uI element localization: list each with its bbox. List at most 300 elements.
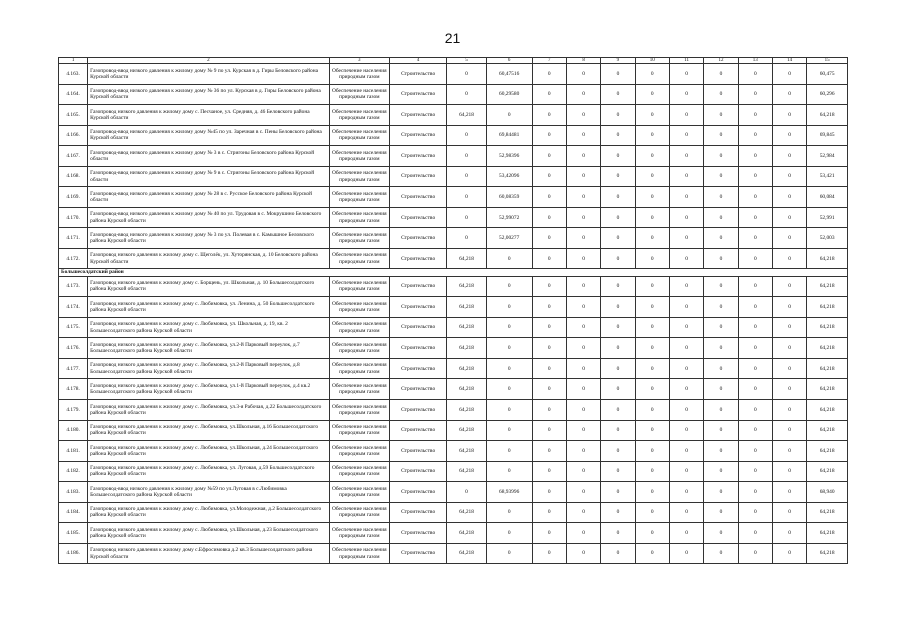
cell-mode: Строительство <box>389 317 446 338</box>
cell-c14: 0 <box>772 420 806 441</box>
table-row <box>59 125 848 146</box>
cell-c11: 0 <box>669 166 703 187</box>
column-number-11: 11 <box>669 58 703 64</box>
cell-c9: 0 <box>601 207 635 228</box>
cell-c14: 0 <box>772 379 806 400</box>
cell-mode: Строительство <box>389 84 446 105</box>
cell-c11: 0 <box>669 248 703 269</box>
cell-c11: 0 <box>669 399 703 420</box>
table-row <box>59 420 848 441</box>
cell-c14: 0 <box>772 64 806 85</box>
cell-num: 4.174. <box>59 297 88 318</box>
cell-num: 4.180. <box>59 420 88 441</box>
cell-c13: 0 <box>738 187 772 208</box>
cell-c6: 0 <box>486 441 532 462</box>
cell-c10: 0 <box>635 84 669 105</box>
cell-c12: 0 <box>704 297 738 318</box>
cell-c15: 68,940 <box>807 482 848 503</box>
cell-c10: 0 <box>635 248 669 269</box>
cell-num: 4.169. <box>59 187 88 208</box>
cell-mode: Строительство <box>389 523 446 544</box>
cell-c13: 0 <box>738 358 772 379</box>
cell-c12: 0 <box>704 125 738 146</box>
cell-num: 4.170. <box>59 207 88 228</box>
cell-c15: 60,084 <box>807 187 848 208</box>
cell-desc: Газопровод низкого давления к жилому дому с. Любимовка, ул.2-й Парковый переулок, д.7 Большесолдатского района Курской области <box>88 338 329 359</box>
cell-c9: 0 <box>601 64 635 85</box>
cell-c14: 0 <box>772 105 806 126</box>
cell-c12: 0 <box>704 248 738 269</box>
cell-c8: 0 <box>566 187 600 208</box>
cell-c9: 0 <box>601 166 635 187</box>
cell-desc: Газопровод низкого давления к жилому дому с. Любимовка, ул. Ленина, д. 50 Большесолдатского района Курской области <box>88 297 329 318</box>
cell-c6: 0 <box>486 338 532 359</box>
table-row <box>59 146 848 167</box>
column-number-5: 5 <box>447 58 487 64</box>
cell-c5: 0 <box>447 166 487 187</box>
cell-desc: Газопровод низкого давления к жилому дому с. Песчаное, ул. Средняя, д. 46 Беловского района Курской области <box>88 105 329 126</box>
table-row <box>59 276 848 297</box>
cell-mode: Строительство <box>389 276 446 297</box>
cell-c11: 0 <box>669 84 703 105</box>
cell-c14: 0 <box>772 317 806 338</box>
cell-c13: 0 <box>738 379 772 400</box>
cell-c10: 0 <box>635 317 669 338</box>
cell-c8: 0 <box>566 84 600 105</box>
cell-c15: 64,218 <box>807 338 848 359</box>
cell-purpose: Обеспечение населения природным газом <box>329 297 389 318</box>
cell-c12: 0 <box>704 228 738 249</box>
cell-c15: 64,218 <box>807 420 848 441</box>
cell-c6: 0 <box>486 248 532 269</box>
cell-c9: 0 <box>601 125 635 146</box>
cell-c13: 0 <box>738 276 772 297</box>
cell-c14: 0 <box>772 461 806 482</box>
cell-mode: Строительство <box>389 187 446 208</box>
cell-c9: 0 <box>601 543 635 564</box>
cell-c7: 0 <box>532 187 566 208</box>
cell-c8: 0 <box>566 461 600 482</box>
cell-c8: 0 <box>566 125 600 146</box>
cell-c8: 0 <box>566 379 600 400</box>
cell-c11: 0 <box>669 228 703 249</box>
cell-c8: 0 <box>566 358 600 379</box>
table-row <box>59 543 848 564</box>
cell-c15: 64,218 <box>807 543 848 564</box>
cell-c11: 0 <box>669 146 703 167</box>
cell-purpose: Обеспечение населения природным газом <box>329 276 389 297</box>
cell-c11: 0 <box>669 543 703 564</box>
cell-c8: 0 <box>566 228 600 249</box>
cell-c7: 0 <box>532 276 566 297</box>
cell-c13: 0 <box>738 297 772 318</box>
cell-mode: Строительство <box>389 105 446 126</box>
cell-c9: 0 <box>601 338 635 359</box>
cell-purpose: Обеспечение населения природным газом <box>329 207 389 228</box>
cell-mode: Строительство <box>389 358 446 379</box>
cell-desc: Газопровод низкого давления к жилому дому с. Любимовка, ул.Школьная, д.16 Большесолдатского района Курской области <box>88 420 329 441</box>
cell-num: 4.171. <box>59 228 88 249</box>
cell-c13: 0 <box>738 523 772 544</box>
cell-c14: 0 <box>772 543 806 564</box>
cell-c13: 0 <box>738 207 772 228</box>
column-number-1: 1 <box>59 58 88 64</box>
cell-c13: 0 <box>738 338 772 359</box>
cell-c8: 0 <box>566 276 600 297</box>
cell-purpose: Обеспечение населения природным газом <box>329 146 389 167</box>
cell-purpose: Обеспечение населения природным газом <box>329 187 389 208</box>
cell-c6: 0 <box>486 523 532 544</box>
cell-c15: 64,218 <box>807 317 848 338</box>
cell-c12: 0 <box>704 64 738 85</box>
cell-c9: 0 <box>601 523 635 544</box>
cell-mode: Строительство <box>389 248 446 269</box>
column-number-6: 6 <box>486 58 532 64</box>
cell-c13: 0 <box>738 125 772 146</box>
cell-c8: 0 <box>566 420 600 441</box>
cell-num: 4.165. <box>59 105 88 126</box>
cell-c5: 0 <box>447 125 487 146</box>
cell-mode: Строительство <box>389 379 446 400</box>
cell-c5: 64,218 <box>447 523 487 544</box>
cell-purpose: Обеспечение населения природным газом <box>329 248 389 269</box>
cell-c9: 0 <box>601 248 635 269</box>
column-number-13: 13 <box>738 58 772 64</box>
cell-desc: Газопровод низкого давления к жилому дому с. Любимовка, ул.2-й Парковый переулок, д.8 Большесолдатского района Курской области <box>88 358 329 379</box>
cell-c10: 0 <box>635 105 669 126</box>
cell-c6: 0 <box>486 379 532 400</box>
cell-c13: 0 <box>738 166 772 187</box>
cell-mode: Строительство <box>389 228 446 249</box>
cell-c13: 0 <box>738 543 772 564</box>
cell-num: 4.175. <box>59 317 88 338</box>
cell-c12: 0 <box>704 105 738 126</box>
cell-mode: Строительство <box>389 166 446 187</box>
cell-c7: 0 <box>532 399 566 420</box>
cell-c10: 0 <box>635 207 669 228</box>
cell-c6: 53,42096 <box>486 166 532 187</box>
cell-desc: Газопровод-ввод низкого давления к жилому дому № 40 по ул. Трудовая в с. Мокрушино Беловского района Курской области <box>88 207 329 228</box>
cell-c6: 68,93996 <box>486 482 532 503</box>
table-row <box>59 482 848 503</box>
cell-c5: 64,218 <box>447 317 487 338</box>
cell-num: 4.166. <box>59 125 88 146</box>
cell-c5: 64,218 <box>447 297 487 318</box>
cell-c10: 0 <box>635 379 669 400</box>
cell-c11: 0 <box>669 482 703 503</box>
cell-purpose: Обеспечение населения природным газом <box>329 441 389 462</box>
cell-c7: 0 <box>532 248 566 269</box>
cell-c10: 0 <box>635 523 669 544</box>
cell-c12: 0 <box>704 502 738 523</box>
cell-mode: Строительство <box>389 420 446 441</box>
table-row <box>59 228 848 249</box>
cell-purpose: Обеспечение населения природным газом <box>329 420 389 441</box>
table-row <box>59 64 848 85</box>
cell-mode: Строительство <box>389 207 446 228</box>
table-row <box>59 338 848 359</box>
cell-c12: 0 <box>704 317 738 338</box>
cell-c7: 0 <box>532 338 566 359</box>
table-row <box>59 379 848 400</box>
cell-num: 4.164. <box>59 84 88 105</box>
cell-c7: 0 <box>532 317 566 338</box>
table-row <box>59 399 848 420</box>
cell-c14: 0 <box>772 523 806 544</box>
cell-mode: Строительство <box>389 64 446 85</box>
cell-c7: 0 <box>532 297 566 318</box>
cell-mode: Строительство <box>389 543 446 564</box>
cell-c11: 0 <box>669 358 703 379</box>
cell-c13: 0 <box>738 105 772 126</box>
cell-c15: 52,003 <box>807 228 848 249</box>
cell-c7: 0 <box>532 358 566 379</box>
cell-c11: 0 <box>669 276 703 297</box>
cell-purpose: Обеспечение населения природным газом <box>329 358 389 379</box>
cell-c15: 64,218 <box>807 461 848 482</box>
cell-c14: 0 <box>772 146 806 167</box>
table-row <box>59 207 848 228</box>
cell-desc: Газопровод низкого давления к жилому дому с. Любимовка, ул.Школьная, д.23 Большесолдатского района Курской области <box>88 523 329 544</box>
cell-c10: 0 <box>635 146 669 167</box>
cell-c15: 53,421 <box>807 166 848 187</box>
cell-c7: 0 <box>532 207 566 228</box>
cell-c12: 0 <box>704 207 738 228</box>
table-row <box>59 248 848 269</box>
cell-c10: 0 <box>635 276 669 297</box>
cell-c12: 0 <box>704 276 738 297</box>
cell-c7: 0 <box>532 420 566 441</box>
cell-c12: 0 <box>704 461 738 482</box>
cell-purpose: Обеспечение населения природным газом <box>329 523 389 544</box>
cell-c5: 64,218 <box>447 276 487 297</box>
cell-num: 4.167. <box>59 146 88 167</box>
cell-c14: 0 <box>772 297 806 318</box>
cell-purpose: Обеспечение населения природным газом <box>329 228 389 249</box>
cell-c11: 0 <box>669 441 703 462</box>
cell-c8: 0 <box>566 64 600 85</box>
cell-purpose: Обеспечение населения природным газом <box>329 399 389 420</box>
cell-c13: 0 <box>738 441 772 462</box>
column-number-3: 3 <box>329 58 389 64</box>
cell-c5: 64,218 <box>447 248 487 269</box>
cell-mode: Строительство <box>389 461 446 482</box>
cell-num: 4.168. <box>59 166 88 187</box>
cell-c9: 0 <box>601 228 635 249</box>
cell-c9: 0 <box>601 187 635 208</box>
cell-c14: 0 <box>772 502 806 523</box>
cell-c10: 0 <box>635 64 669 85</box>
table-row <box>59 358 848 379</box>
column-number-4: 4 <box>389 58 446 64</box>
cell-c15: 69,845 <box>807 125 848 146</box>
cell-c8: 0 <box>566 441 600 462</box>
cell-c8: 0 <box>566 482 600 503</box>
cell-num: 4.178. <box>59 379 88 400</box>
cell-c13: 0 <box>738 317 772 338</box>
cell-c12: 0 <box>704 146 738 167</box>
cell-c10: 0 <box>635 228 669 249</box>
cell-purpose: Обеспечение населения природным газом <box>329 461 389 482</box>
cell-c7: 0 <box>532 84 566 105</box>
cell-purpose: Обеспечение населения природным газом <box>329 338 389 359</box>
cell-c13: 0 <box>738 228 772 249</box>
cell-c15: 64,218 <box>807 105 848 126</box>
cell-c7: 0 <box>532 228 566 249</box>
cell-desc: Газопровод-ввод низкого давления к жилому дому №45 по ул. Заречная в с. Пены Беловского района Курской области <box>88 125 329 146</box>
table-row <box>59 84 848 105</box>
cell-c12: 0 <box>704 399 738 420</box>
cell-c8: 0 <box>566 543 600 564</box>
cell-c9: 0 <box>601 297 635 318</box>
cell-c6: 0 <box>486 358 532 379</box>
cell-c8: 0 <box>566 207 600 228</box>
cell-c15: 52,984 <box>807 146 848 167</box>
cell-c11: 0 <box>669 461 703 482</box>
cell-c8: 0 <box>566 166 600 187</box>
cell-c5: 0 <box>447 482 487 503</box>
cell-c12: 0 <box>704 482 738 503</box>
cell-c15: 64,218 <box>807 441 848 462</box>
cell-c5: 64,218 <box>447 461 487 482</box>
cell-c5: 64,218 <box>447 379 487 400</box>
cell-c6: 69,84481 <box>486 125 532 146</box>
cell-num: 4.179. <box>59 399 88 420</box>
cell-num: 4.173. <box>59 276 88 297</box>
cell-c10: 0 <box>635 420 669 441</box>
cell-c8: 0 <box>566 317 600 338</box>
cell-purpose: Обеспечение населения природным газом <box>329 502 389 523</box>
cell-c15: 64,218 <box>807 276 848 297</box>
cell-desc: Газопровод низкого давления к жилому дому с. Любимовка, ул. Луговая, д.59 Большесолдатского района Курской области <box>88 461 329 482</box>
cell-purpose: Обеспечение населения природным газом <box>329 64 389 85</box>
table-row <box>59 461 848 482</box>
cell-num: 4.184. <box>59 502 88 523</box>
table-row <box>59 317 848 338</box>
cell-c6: 0 <box>486 399 532 420</box>
cell-c5: 0 <box>447 64 487 85</box>
cell-c9: 0 <box>601 84 635 105</box>
cell-purpose: Обеспечение населения природным газом <box>329 166 389 187</box>
cell-c9: 0 <box>601 358 635 379</box>
cell-c12: 0 <box>704 358 738 379</box>
table-row <box>59 441 848 462</box>
cell-c15: 64,218 <box>807 502 848 523</box>
cell-c14: 0 <box>772 228 806 249</box>
cell-c5: 0 <box>447 146 487 167</box>
cell-c9: 0 <box>601 276 635 297</box>
cell-c5: 0 <box>447 187 487 208</box>
cell-c9: 0 <box>601 146 635 167</box>
cell-c9: 0 <box>601 502 635 523</box>
cell-c12: 0 <box>704 84 738 105</box>
table-row <box>59 166 848 187</box>
cell-c14: 0 <box>772 248 806 269</box>
cell-c9: 0 <box>601 317 635 338</box>
cell-c13: 0 <box>738 84 772 105</box>
cell-c12: 0 <box>704 523 738 544</box>
cell-c10: 0 <box>635 187 669 208</box>
cell-num: 4.177. <box>59 358 88 379</box>
cell-desc: Газопровод-ввод низкого давления к жилому дому №59 по ул.Луговая в с.Любимовка Большесолдатского района Курской области <box>88 482 329 503</box>
table-row <box>59 523 848 544</box>
cell-c7: 0 <box>532 146 566 167</box>
cell-c7: 0 <box>532 166 566 187</box>
cell-desc: Газопровод низкого давления к жилому дому с. Любимовка, ул.1-й Парковый переулок, д.4 кв.2 Большесолдатского района Курской области <box>88 379 329 400</box>
cell-c5: 64,218 <box>447 543 487 564</box>
cell-c10: 0 <box>635 461 669 482</box>
cell-c10: 0 <box>635 166 669 187</box>
cell-c7: 0 <box>532 461 566 482</box>
cell-c8: 0 <box>566 338 600 359</box>
cell-c10: 0 <box>635 297 669 318</box>
cell-c11: 0 <box>669 187 703 208</box>
cell-desc: Газопровод-ввод низкого давления к жилому дому № 28 в с. Русское Беловского района Курской области <box>88 187 329 208</box>
cell-c12: 0 <box>704 543 738 564</box>
cell-c10: 0 <box>635 502 669 523</box>
cell-c14: 0 <box>772 187 806 208</box>
cell-c6: 0 <box>486 105 532 126</box>
cell-desc: Газопровод-ввод низкого давления к жилому дому № 9 в с. Стригоны Беловского района Курской области <box>88 166 329 187</box>
cell-desc: Газопровод низкого давления к жилому дому с. Щеголёк, ул. Хуторянская, д. 10 Беловского района Курской области <box>88 248 329 269</box>
table-row <box>59 502 848 523</box>
cell-num: 4.186. <box>59 543 88 564</box>
cell-mode: Строительство <box>389 338 446 359</box>
cell-c6: 0 <box>486 420 532 441</box>
cell-c6: 60,47516 <box>486 64 532 85</box>
cell-c7: 0 <box>532 105 566 126</box>
cell-c9: 0 <box>601 105 635 126</box>
cell-num: 4.185. <box>59 523 88 544</box>
cell-c7: 0 <box>532 125 566 146</box>
cell-c14: 0 <box>772 84 806 105</box>
cell-c8: 0 <box>566 297 600 318</box>
cell-c11: 0 <box>669 502 703 523</box>
cell-c7: 0 <box>532 523 566 544</box>
cell-desc: Газопровод низкого давления к жилому дому с. Любимовка, ул.Молодежная, д.2 Большесолдатского района Курской области <box>88 502 329 523</box>
table-row <box>59 297 848 318</box>
cell-purpose: Обеспечение населения природным газом <box>329 543 389 564</box>
cell-c12: 0 <box>704 441 738 462</box>
section-row <box>59 269 848 276</box>
cell-c6: 0 <box>486 317 532 338</box>
gas-pipeline-table <box>58 57 848 564</box>
cell-mode: Строительство <box>389 482 446 503</box>
cell-desc: Газопровод-ввод низкого давления к жилому дому № 9 по ул. Курская в д. Гиры Беловского района Курской области <box>88 64 329 85</box>
cell-c6: 0 <box>486 461 532 482</box>
cell-c7: 0 <box>532 64 566 85</box>
cell-c8: 0 <box>566 399 600 420</box>
cell-c6: 60,29580 <box>486 84 532 105</box>
cell-desc: Газопровод-ввод низкого давления к жилому дому № 36 по ул. Курская в д. Гиры Беловского района Курской области <box>88 84 329 105</box>
cell-mode: Строительство <box>389 146 446 167</box>
table-row <box>59 105 848 126</box>
cell-c9: 0 <box>601 399 635 420</box>
cell-mode: Строительство <box>389 502 446 523</box>
cell-c14: 0 <box>772 358 806 379</box>
cell-c11: 0 <box>669 207 703 228</box>
cell-c5: 64,218 <box>447 358 487 379</box>
cell-c6: 0 <box>486 543 532 564</box>
cell-purpose: Обеспечение населения природным газом <box>329 379 389 400</box>
cell-c14: 0 <box>772 441 806 462</box>
cell-num: 4.172. <box>59 248 88 269</box>
cell-c10: 0 <box>635 482 669 503</box>
cell-c6: 52,99072 <box>486 207 532 228</box>
page-number: 21 <box>444 30 461 46</box>
cell-c11: 0 <box>669 125 703 146</box>
cell-c9: 0 <box>601 482 635 503</box>
